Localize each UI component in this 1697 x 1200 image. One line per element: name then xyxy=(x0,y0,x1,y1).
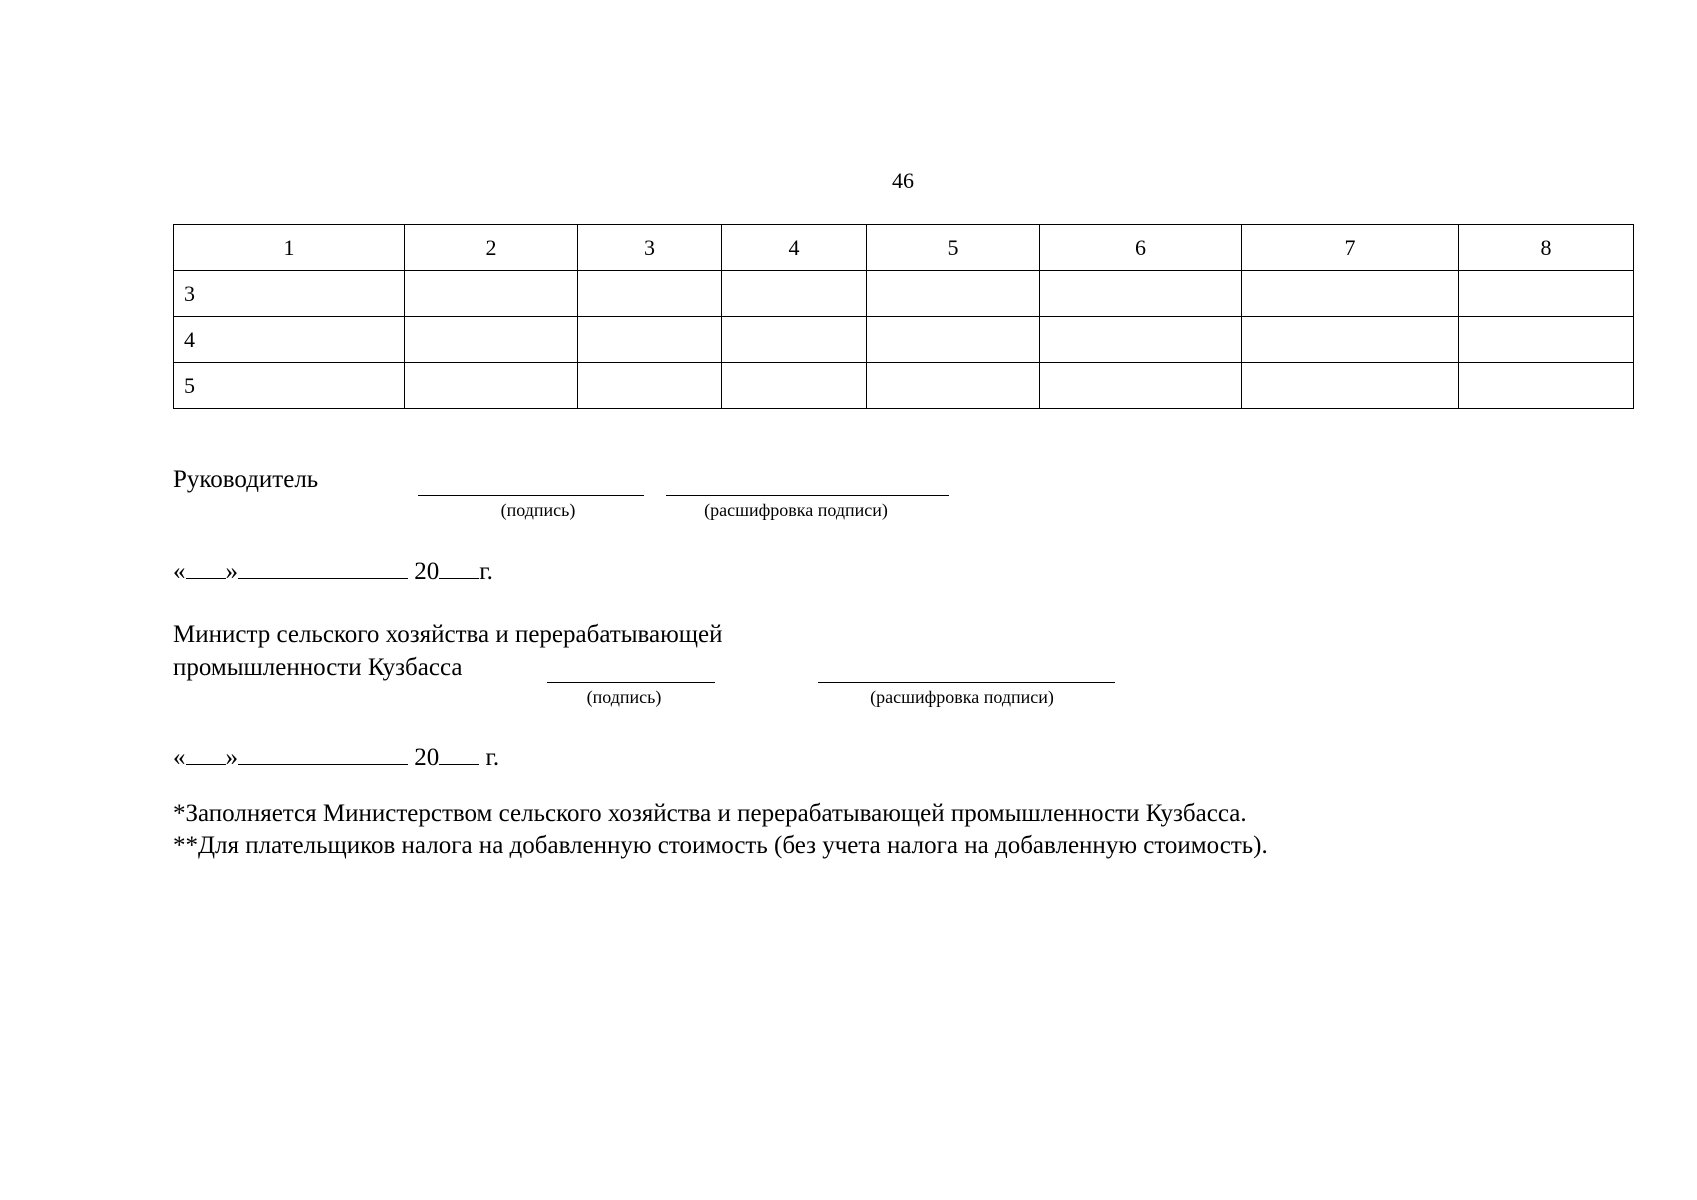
minister-signature-line xyxy=(547,682,715,683)
table-header-cell: 8 xyxy=(1459,225,1634,271)
year-prefix: 20 xyxy=(414,744,440,771)
table-header-cell: 4 xyxy=(722,225,867,271)
year-prefix: 20 xyxy=(414,558,440,585)
year-blank xyxy=(439,744,479,765)
footnote-2: **Для плательщиков налога на добавленную стоимость (без учета налога на добавленную стоимость). xyxy=(173,832,1268,859)
year-blank xyxy=(439,558,479,579)
date-field-1 xyxy=(173,558,493,586)
table-cell xyxy=(1242,271,1459,317)
year-suffix: г. xyxy=(479,558,493,585)
year-suffix: г. xyxy=(479,744,500,771)
table-header-cell: 7 xyxy=(1242,225,1459,271)
table-row xyxy=(174,271,1634,317)
table-cell: 4 xyxy=(174,317,405,363)
date-field-2 xyxy=(173,744,499,772)
date-open-quote: « xyxy=(173,744,186,771)
table-cell xyxy=(867,271,1040,317)
table-cell xyxy=(578,271,722,317)
table-cell xyxy=(1459,271,1634,317)
date-close-quote: » xyxy=(225,558,238,585)
table-header-cell: 5 xyxy=(867,225,1040,271)
table-cell xyxy=(405,317,578,363)
table-cell xyxy=(405,271,578,317)
table-cell xyxy=(578,363,722,409)
table-cell xyxy=(1242,363,1459,409)
day-blank xyxy=(186,744,226,765)
minister-decoding-line xyxy=(818,682,1115,683)
table-cell: 5 xyxy=(174,363,405,409)
date-open-quote: « xyxy=(173,558,186,585)
table-cell xyxy=(1040,363,1242,409)
table-cell xyxy=(1459,363,1634,409)
table-cell xyxy=(578,317,722,363)
page-number: 46 xyxy=(892,168,914,193)
head-signature-caption: (подпись) xyxy=(500,500,576,520)
head-decoding-line xyxy=(666,495,949,496)
day-blank xyxy=(186,558,226,579)
minister-title-line1: Министр сельского хозяйства и перерабатывающей xyxy=(173,621,723,648)
head-title: Руководитель xyxy=(173,466,319,493)
table-cell xyxy=(722,271,867,317)
table-cell xyxy=(722,317,867,363)
table-cell xyxy=(1242,317,1459,363)
date-close-quote: » xyxy=(225,744,238,771)
table-row xyxy=(174,317,1634,363)
table-header-cell: 6 xyxy=(1040,225,1242,271)
table-header-cell: 2 xyxy=(405,225,578,271)
table-header-cell: 3 xyxy=(578,225,722,271)
table-cell xyxy=(722,363,867,409)
head-signature-line xyxy=(418,495,644,496)
minister-signature-caption: (подпись) xyxy=(586,687,662,707)
table-cell xyxy=(405,363,578,409)
minister-decoding-caption: (расшифровка подписи) xyxy=(870,687,1054,707)
footnote-1: *Заполняется Министерством сельского хозяйства и перерабатывающей промышленности Кузбасса. xyxy=(173,800,1247,827)
head-decoding-caption: (расшифровка подписи) xyxy=(704,500,888,520)
table-cell xyxy=(867,317,1040,363)
table-header-row xyxy=(174,225,1634,271)
data-table xyxy=(173,224,1634,409)
table-cell xyxy=(1040,317,1242,363)
month-blank xyxy=(238,558,408,579)
table-cell xyxy=(1040,271,1242,317)
table-cell xyxy=(1459,317,1634,363)
table-cell xyxy=(867,363,1040,409)
table-row xyxy=(174,363,1634,409)
minister-title-line2: промышленности Кузбасса xyxy=(173,654,463,681)
month-blank xyxy=(238,744,408,765)
table-header-cell: 1 xyxy=(174,225,405,271)
table-cell: 3 xyxy=(174,271,405,317)
